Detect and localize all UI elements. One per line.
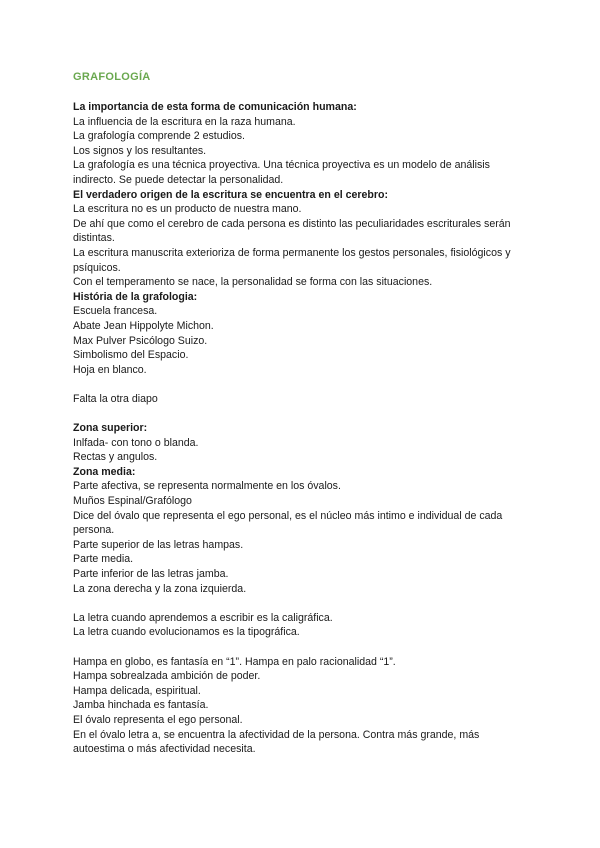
- document-body: [73, 100, 533, 757]
- note-line: Falta la otra diapo: [73, 392, 158, 405]
- paragraph-line: Los signos y los resultantes.: [73, 144, 207, 157]
- paragraph-line: Simbolismo del Espacio.: [73, 349, 189, 362]
- paragraph-line: Parte media.: [73, 553, 134, 566]
- paragraph-line: La grafología es una técnica proyectiva. Una técnica proyectiva es un modelo de análisis indirecto. Se puede detectar la personalidad.: [73, 159, 490, 186]
- paragraph-line: Hampa sobrealzada ambición de poder.: [73, 670, 261, 683]
- paragraph-line: La escritura manuscrita exterioriza de forma permanente los gestos personales, fisiológicos y psíquicos.: [73, 246, 511, 274]
- section-heading-historia: História de la grafologia:: [73, 290, 198, 303]
- paragraph-line: La influencia de la escritura en la raza humana.: [73, 115, 296, 128]
- section-heading-zona-media: Zona media:: [73, 465, 136, 478]
- paragraph-line: Rectas y angulos.: [73, 451, 158, 464]
- paragraph-line: Hampa en globo, es fantasía en “1”. Hampa en palo racionalidad “1”.: [73, 655, 396, 668]
- paragraph-line: Jamba hinchada es fantasía.: [73, 699, 209, 712]
- paragraph-line: La zona derecha y la zona izquierda.: [73, 582, 247, 595]
- paragraph-line: Con el temperamento se nace, la personalidad se forma con las situaciones.: [73, 276, 433, 289]
- paragraph-line: Max Pulver Psicólogo Suizo.: [73, 334, 208, 347]
- section-heading-origen: El verdadero origen de la escritura se encuentra en el cerebro:: [73, 188, 388, 201]
- blank-line: [73, 377, 533, 392]
- blank-line: [73, 596, 533, 611]
- paragraph-line: De ahí que como el cerebro de cada persona es distinto las peculiaridades escriturales serán distintas.: [73, 217, 511, 245]
- paragraph-line: Muños Espinal/Grafólogo: [73, 495, 192, 508]
- paragraph-line: Hoja en blanco.: [73, 363, 147, 376]
- paragraph-line: En el óvalo letra a, se encuentra la afectividad de la persona. Contra más grande, más autoestima o más afectividad necesita.: [73, 728, 480, 756]
- document-title: GRAFOLOGÍA: [73, 71, 151, 83]
- paragraph-line: La grafología comprende 2 estudios.: [73, 130, 245, 143]
- section-heading-importancia: La importancia de esta forma de comunicación humana:: [73, 101, 357, 113]
- paragraph-line: Parte inferior de las letras jamba.: [73, 568, 229, 580]
- paragraph-line: Parte afectiva, se representa normalmente en los óvalos.: [73, 480, 341, 493]
- blank-line: [73, 640, 533, 655]
- blank-line: [73, 406, 533, 421]
- paragraph-line: Hampa delicada, espiritual.: [73, 684, 201, 697]
- paragraph-line: El óvalo representa el ego personal.: [73, 713, 243, 726]
- paragraph-line: La letra cuando aprendemos a escribir es la caligráfica.: [73, 611, 333, 624]
- paragraph-line: Dice del óvalo que representa el ego personal, es el núcleo más intimo e individual de cada persona.: [73, 509, 503, 537]
- paragraph-line: Inlfada- con tono o blanda.: [73, 436, 199, 449]
- paragraph-line: Abate Jean Hippolyte Michon.: [73, 319, 214, 332]
- paragraph-line: La escritura no es un producto de nuestra mano.: [73, 203, 302, 216]
- paragraph-line: Escuela francesa.: [73, 305, 158, 318]
- paragraph-line: Parte superior de las letras hampas.: [73, 538, 244, 551]
- paragraph-line: La letra cuando evolucionamos es la tipográfica.: [73, 626, 300, 639]
- section-heading-zona-superior: Zona superior:: [73, 422, 148, 435]
